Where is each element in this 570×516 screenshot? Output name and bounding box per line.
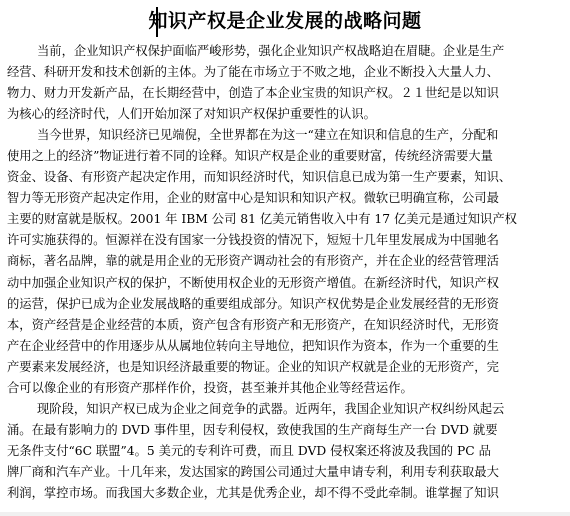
paragraph-line: 商标，著名品牌，靠的就是用企业的无形资产调动社会的有形资产，并在企业的经营管理活 (7, 254, 499, 269)
paragraph-line: 使用之上的经济”物证进行着不同的诠释。知识产权是企业的重要财富，传统经济需要大量 (7, 149, 493, 164)
paragraph-line: 牌厂商和汽车产业。十几年来，发达国家的跨国公司通过大量申请专利，利用专利获取最大 (7, 464, 499, 479)
paragraph-line: 无条件支付“6C 联盟”4。5 美元的专利许可费，而且 DVD 侵权案还将波及我国的 PC 品 (7, 443, 491, 458)
paragraph-line: 动中加强企业知识产权的保护，不断使用权企业的无形资产增值。在新经济时代，知识产权 (7, 275, 499, 290)
paragraph-line: 智力等无形资产起决定作用，企业的财富中心是知识和知识产权。微软已明确宣称，公司最 (7, 191, 499, 206)
paragraph-line: 产在企业经营中的作用逐步从从属地位转向主导地位，把知识作为资本，作为一个重要的生 (7, 338, 499, 353)
paragraph-line: 主要的财富就是版权。2001 年 IBM 公司 81 亿美元销售收入中有 17 亿美元是通过知识产权 (7, 212, 517, 227)
paragraph-line: 的运营，保护已成为企业发展战略的重要组成部分。知识产权优势是企业发展经营的无形资 (7, 296, 499, 311)
document-title: 知识产权是企业发展的战略问题 (148, 10, 422, 32)
paragraph-line: 许可实施获得的。恒源祥在没有国家一分钱投资的情况下，短短十几年里发展成为中国驰名 (7, 233, 499, 248)
paragraph-line: 经营、科研开发和技术创新的主体。为了能在市场立于不败之地，企业不断投入大量人力、 (7, 65, 499, 80)
paragraph-line: 合可以像企业的有形资产那样作价，投资，甚至兼并其他企业等经营运作。 (7, 380, 413, 395)
document-body (7, 41, 565, 504)
paragraph-line: 物力、财力开发新产品，在长期经营中，创造了本企业宝贵的知识产权。２１世纪是以知识 (7, 86, 499, 101)
paragraph-line: 当今世界，知识经济已见端倪，全世界都在为这一“建立在知识和信息的生产，分配和 (37, 128, 499, 143)
page-bottom-edge (0, 512, 570, 516)
paragraph-line: 资金、设备、有形资产起决定作用，而知识经济时代，知识信息已成为第一生产要素，知识、 (7, 170, 512, 185)
paragraph-line: 本，资产经营是企业经营的本质，资产包含有形资产和无形资产，在知识经济时代，无形资 (7, 317, 499, 332)
paragraph-line: 利润，掌控市场。而我国大多数企业，尤其是优秀企业，却不得不受此牵制。谁掌握了知识 (7, 485, 499, 500)
paragraph-line: 为核心的经济时代，人们开始加深了对知识产权保护重要性的认识。 (7, 107, 376, 122)
paragraph-line: 产要素来发展经济，也是知识经济最重要的物证。企业的知识产权就是企业的无形资产，完 (7, 359, 499, 374)
paragraph-line: 当前，企业知识产权保护面临严峻形势，强化企业知识产权战略迫在眉睫。企业是生产 (37, 44, 505, 58)
paragraph-line: 现阶段，知识产权已成为企业之间竞争的武器。近两年，我国企业知识产权纠纷风起云 (37, 401, 505, 416)
paragraph-line: 涌。在最有影响力的 DVD 事件里，因专利侵权，致使我国的生产商每生产一台 DVD 就要 (7, 422, 498, 437)
